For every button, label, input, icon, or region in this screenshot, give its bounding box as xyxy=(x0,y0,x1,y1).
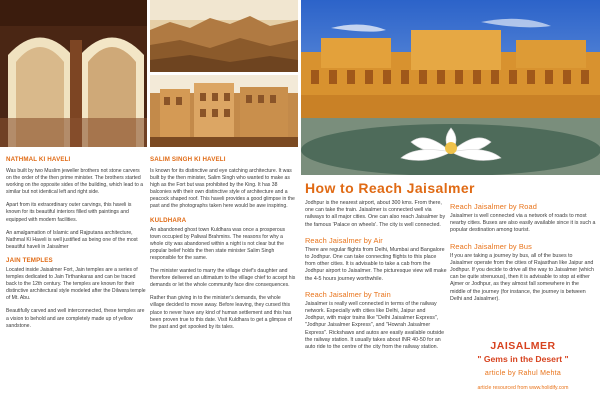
byline: article by Rahul Mehta xyxy=(484,370,562,377)
how-to-reach-heading: How to Reach Jaisalmer xyxy=(305,180,475,196)
havelis-street-photo xyxy=(150,75,298,147)
road-text: Jaisalmer is well connected via a network of roads to most nearby cities. Buses are also easily available since it is such a popular destination among tourist. xyxy=(450,213,596,234)
reach-intro: Jodhpur is the nearest airport, about 300 kms. From there, one can take the train. Jaisalmer is connected well via railways to all major cities. One can also reach Jaisalmer by the famous 'Palace on wheels'. The city is well connected. xyxy=(305,200,446,228)
brand-subtitle: " Gems in the Desert " xyxy=(477,354,569,364)
section-title-jain-temples: JAIN TEMPLES xyxy=(6,256,53,264)
bus-text: If you are taking a journey by bus, all of the buses to Jaisalmer operate from the cities of Rajasthan like Jaipur and Jodhpur. If you decide to drive all the way to Jaisalmer (which can be quite strenuous), then it is advisable to stop at either Ajmer or Jodhpur, as they almost fall somewhere in the middle of the journey (for instance, the journey is between Delhi and Jaisalmer). xyxy=(450,252,594,302)
section-title-salim-singh: SALIM SINGH KI HAVELI xyxy=(150,156,226,163)
air-title: Reach Jaisalmer by Air xyxy=(305,235,383,245)
jain-paragraph-2: Beautifully carved and well interconnected, these temples are a vision to behold and are completely made up of yellow sandstone. xyxy=(6,308,145,329)
air-text: There are regular flights from Delhi, Mumbai and Bangalore to Jodhpur. One can take connecting flights to this place from other cities. It is advisable to take a cab from the Jodhpur airport to Jaisalmer. The picturesque view will make the 4-5 hours journey worthwhile. xyxy=(305,246,447,282)
kuldhara-paragraph-2: The minister wanted to marry the village chief's daughter and therefore delivered an ultimatum to the village chief to accept his demands or let the whole community face dire consequences. xyxy=(150,268,296,289)
nathmal-paragraph-2: Apart from its extraordinary outer carvings, this haveli is known for its beautiful interiors filled with paintings and equipped with modern facilities. xyxy=(6,202,132,223)
train-text: Jaisalmer is really well connected in terms of the railway network. Especially with cities like Delhi, Jaipur and Jodhpur, with major trains like "Delhi Jaisalmer Express", "Jodhpur Jaisalmer Express", and "Howrah Jaisalmer Express". Rickshaws and autos are easily available outside the railway station. It usually takes about INR 40-50 for an auto ride to the centre of the city from the railway station. xyxy=(305,300,445,351)
haveli-arches-photo xyxy=(0,0,147,147)
kuldhara-paragraph-1: An abandoned ghost town Kuldhara was once a prosperous town occupied by Paliwal Brahmins. The reasons for why a whole city was abandoned within a night is not clear but the popular belief holds the then state minister Salim Singh responsible for the same. xyxy=(150,226,286,261)
jain-paragraph-1: Located inside Jaisalmer Fort, Jain temples are a series of temples dedicated to Jain Tirthankaras and can be traced back to the 12th century. The temples are known for their distinctive architectural style modeled after the Dilwara temple of Mt. Abu. xyxy=(6,266,146,302)
train-title: Reach Jaisalmer by Train xyxy=(305,289,391,299)
kuldhara-paragraph-3: Rather than giving in to the minister's demands, the whole village decided to move away. Before leaving, they cursed this place to never have any kind of human settlement and this has been proven true to this date. Visit Kuldhara to get a glimpse of the past and get spooked by its tales. xyxy=(150,295,293,330)
nathmal-paragraph-1: Was built by two Muslim jeweller brothers not stone carvers on the order of the then prime minister. The brothers started working on the opposite sides of the building, which lead to a similar but not identical left and right side. xyxy=(6,168,144,196)
bus-title: Reach Jaisalmer by Bus xyxy=(450,241,532,251)
palace-lotus-photo xyxy=(301,0,600,175)
brand-title: JAISALMER xyxy=(490,340,556,352)
source-credit: article resourced from www.holidify.com xyxy=(477,385,569,391)
section-title-nathmal: NATHMAL KI HAVELI xyxy=(6,156,71,163)
road-title: Reach Jaisalmer by Road xyxy=(450,202,537,211)
fort-canyon-photo xyxy=(150,0,298,72)
salim-paragraph: Is known for its distinctive and eye catching architecture. It was built by the then minister, Salim Singh who wanted to make as high as the Fort but was prohibited by the King. It has 38 balconies with their own distinctive style of architecture and a peacock shaped roof. This haveli provides a good glimpse in the past and the photographs taken here would be awe inspiring. xyxy=(150,168,295,210)
nathmal-paragraph-3: An amalgamation of Islamic and Rajputana architecture, Nathmal Ki Haveli is well justified as being one of the most beautiful haveli in Jaisalmer xyxy=(6,229,138,250)
section-title-kuldhara: KULDHARA xyxy=(150,216,187,224)
